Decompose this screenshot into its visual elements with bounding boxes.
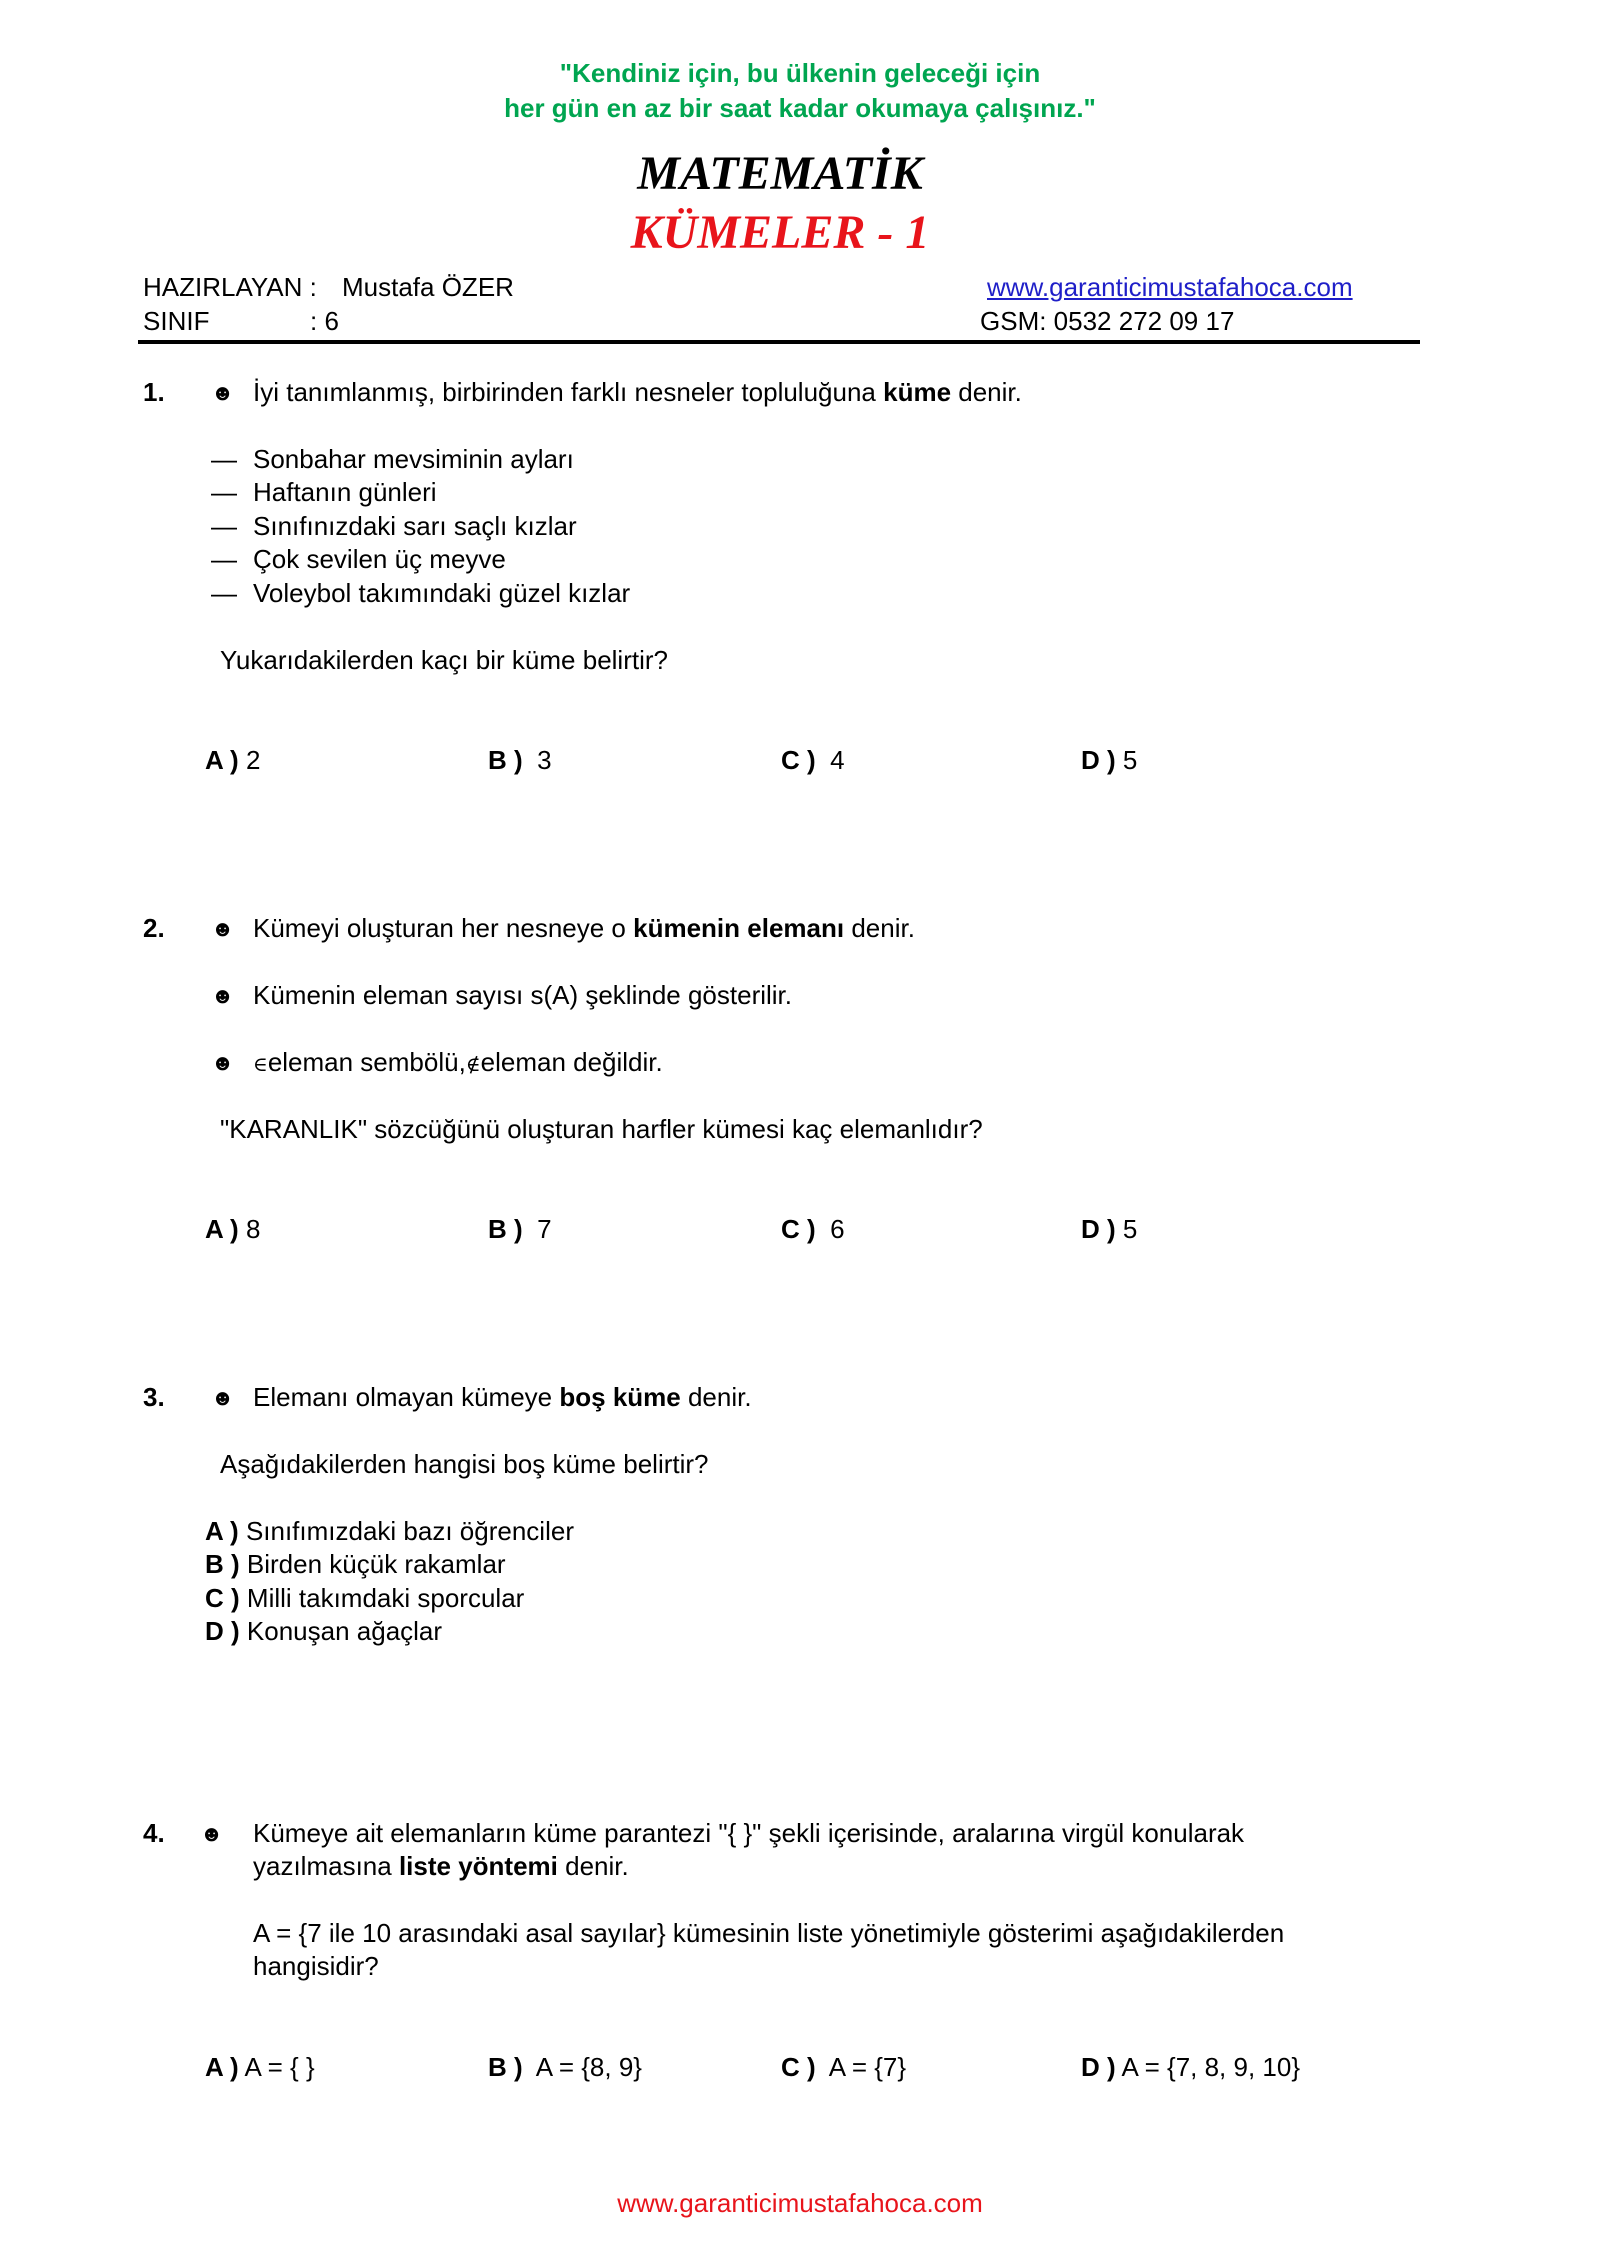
q3-question: Aşağıdakilerden hangisi boş küme belirtir? [220,1449,709,1479]
q2-option-c[interactable]: C ) 6 [781,1214,845,1244]
q2-option-b[interactable]: B ) 7 [488,1214,552,1244]
q1-list-item: Haftanın günleri [253,477,437,507]
not-element-of-icon: ∉ [465,1052,481,1076]
q1-definition: İyi tanımlanmış, birbirinden farklı nesneler topluluğuna küme denir. [253,377,1022,407]
smiley-bullet-icon: ☻ [211,1385,235,1410]
q3-option-d[interactable]: D ) Konuşan ağaçlar [205,1616,443,1646]
q2-definition: Kümeyi oluşturan her nesneye o kümenin elemanı denir. [253,913,915,943]
smiley-bullet-icon: ☻ [200,1821,224,1846]
question-number-3: 3. [143,1382,165,1412]
q1-option-d[interactable]: D ) 5 [1081,745,1138,775]
element-of-icon: ∈ [253,1052,268,1076]
author-name: Mustafa ÖZER [342,272,514,302]
header-divider [138,340,1420,344]
q1-list-item: Sonbahar mevsiminin ayları [253,444,574,474]
q2-cardinality-note: Kümenin eleman sayısı s(A) şeklinde gösterilir. [253,980,793,1010]
class-label: SINIF [143,306,210,336]
q1-option-c[interactable]: C ) 4 [781,745,845,775]
q4-definition-line-2: yazılmasına liste yöntemi denir. [253,1851,629,1881]
smiley-bullet-icon: ☻ [211,1050,235,1075]
motto-line-2: her gün en az bir saat kadar okumaya çalışınız." [504,93,1096,123]
phone-number: GSM: 0532 272 09 17 [980,306,1235,336]
q4-question-line-2: hangisidir? [253,1951,379,1981]
dash-bullet-icon: — [211,444,237,474]
class-value: : 6 [310,306,339,336]
q4-option-a[interactable]: A ) A = { } [205,2052,315,2082]
author-label: HAZIRLAYAN : [143,272,317,302]
website-link[interactable]: www.garanticimustafahoca.com [987,272,1353,302]
q1-option-b[interactable]: B ) 3 [488,745,552,775]
q4-option-b[interactable]: B ) A = {8, 9} [488,2052,642,2082]
question-number-4: 4. [143,1818,165,1848]
q2-question: "KARANLIK" sözcüğünü oluşturan harfler kümesi kaç elemanlıdır? [220,1114,983,1144]
dash-bullet-icon: — [211,477,237,507]
q1-list-item: Voleybol takımındaki güzel kızlar [253,578,631,608]
q3-option-b[interactable]: B ) Birden küçük rakamlar [205,1549,506,1579]
smiley-bullet-icon: ☻ [211,983,235,1008]
q4-definition-line-1: Kümeye ait elemanların küme parantezi "{ }" şekli içerisinde, aralarına virgül konularak [253,1818,1245,1848]
motto-line-1: "Kendiniz için, bu ülkenin geleceği için [559,58,1041,88]
dash-bullet-icon: — [211,544,237,574]
smiley-bullet-icon: ☻ [211,916,235,941]
q2-option-a[interactable]: A ) 8 [205,1214,261,1244]
page-subtitle: KÜMELER - 1 [630,206,930,259]
q1-question: Yukarıdakilerden kaçı bir küme belirtir? [220,645,668,675]
q2-symbol-note: ∈eleman sembölü,∉eleman değildir. [253,1047,663,1077]
q3-definition: Elemanı olmayan kümeye boş küme denir. [253,1382,752,1412]
q4-option-d[interactable]: D ) A = {7, 8, 9, 10} [1081,2052,1301,2082]
q1-list-item: Sınıfınızdaki sarı saçlı kızlar [253,511,577,541]
footer-website[interactable]: www.garanticimustafahoca.com [617,2188,983,2218]
q1-list-item: Çok sevilen üç meyve [253,544,506,574]
q4-question-line-1: A = {7 ile 10 arasındaki asal sayılar} kümesinin liste yönetimiyle gösterimi aşağıdakilerden [253,1918,1285,1948]
q4-option-c[interactable]: C ) A = {7} [781,2052,907,2082]
question-number-1: 1. [143,377,165,407]
page-title: MATEMATİK [637,147,923,200]
question-number-2: 2. [143,913,165,943]
dash-bullet-icon: — [211,511,237,541]
dash-bullet-icon: — [211,578,237,608]
q3-option-a[interactable]: A ) Sınıfımızdaki bazı öğrenciler [205,1516,574,1546]
q1-option-a[interactable]: A ) 2 [205,745,261,775]
q2-option-d[interactable]: D ) 5 [1081,1214,1138,1244]
q3-option-c[interactable]: C ) Milli takımdaki sporcular [205,1583,525,1613]
smiley-bullet-icon: ☻ [211,380,235,405]
